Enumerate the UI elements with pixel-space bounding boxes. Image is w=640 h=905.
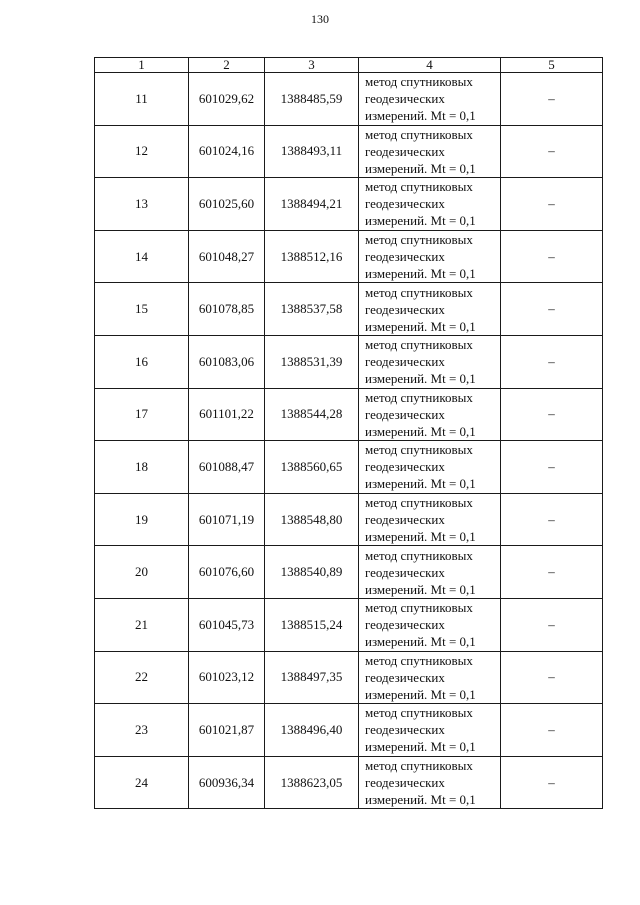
method-line: геодезических: [365, 406, 445, 422]
point-number-cell: 21: [95, 598, 189, 651]
point-number-cell: 20: [95, 546, 189, 599]
method-cell: [359, 598, 501, 651]
method-cell: [359, 441, 501, 494]
x-coordinate-cell: 601076,60: [189, 546, 265, 599]
table-row: [95, 230, 603, 283]
x-coordinate-cell: 601048,27: [189, 230, 265, 283]
header-row: [95, 58, 603, 73]
column-header-5: 5: [501, 58, 603, 73]
x-coordinate-cell: 601088,47: [189, 441, 265, 494]
method-line: геодезических: [365, 722, 445, 738]
method-line: геодезических: [365, 564, 445, 580]
x-coordinate-cell: 601083,06: [189, 335, 265, 388]
y-coordinate-cell: 1388494,21: [265, 178, 359, 231]
method-line: геодезических: [365, 301, 445, 317]
x-coordinate-cell: 601029,62: [189, 73, 265, 126]
y-coordinate-cell: 1388548,80: [265, 493, 359, 546]
note-cell: –: [501, 493, 603, 546]
column-header-2: 2: [189, 58, 265, 73]
point-number-cell: 11: [95, 73, 189, 126]
x-coordinate-cell: 601071,19: [189, 493, 265, 546]
point-number-cell: 15: [95, 283, 189, 336]
x-coordinate-cell: 601023,12: [189, 651, 265, 704]
table-body: [95, 73, 603, 809]
y-coordinate-cell: 1388531,39: [265, 335, 359, 388]
point-number-cell: 18: [95, 441, 189, 494]
column-header-4: 4: [359, 58, 501, 73]
note-cell: –: [501, 178, 603, 231]
note-cell: –: [501, 388, 603, 441]
table-row: [95, 178, 603, 231]
table-row: [95, 441, 603, 494]
method-line: измерений. Mt = 0,1: [365, 318, 476, 334]
x-coordinate-cell: 601045,73: [189, 598, 265, 651]
method-line: измерений. Mt = 0,1: [365, 581, 476, 597]
point-number-cell: 14: [95, 230, 189, 283]
x-coordinate-cell: 601025,60: [189, 178, 265, 231]
page-number: 130: [311, 12, 329, 26]
column-header-1: 1: [95, 58, 189, 73]
point-number-cell: 23: [95, 704, 189, 757]
method-cell: [359, 335, 501, 388]
method-line: измерений. Mt = 0,1: [365, 739, 476, 755]
method-line: метод спутниковых: [365, 179, 473, 195]
method-line: геодезических: [365, 512, 445, 528]
method-line: метод спутниковых: [365, 705, 473, 721]
method-line: измерений. Mt = 0,1: [365, 108, 476, 124]
method-line: измерений. Mt = 0,1: [365, 476, 476, 492]
method-line: метод спутниковых: [365, 758, 473, 774]
method-line: геодезических: [365, 459, 445, 475]
method-cell: [359, 546, 501, 599]
method-cell: [359, 283, 501, 336]
coordinates-table: [94, 57, 603, 809]
column-header-3: 3: [265, 58, 359, 73]
y-coordinate-cell: 1388496,40: [265, 704, 359, 757]
y-coordinate-cell: 1388512,16: [265, 230, 359, 283]
y-coordinate-cell: 1388485,59: [265, 73, 359, 126]
y-coordinate-cell: 1388623,05: [265, 756, 359, 809]
y-coordinate-cell: 1388537,58: [265, 283, 359, 336]
note-cell: –: [501, 651, 603, 704]
table-row: [95, 756, 603, 809]
x-coordinate-cell: 601078,85: [189, 283, 265, 336]
method-line: геодезических: [365, 91, 445, 107]
y-coordinate-cell: 1388560,65: [265, 441, 359, 494]
method-line: геодезических: [365, 249, 445, 265]
note-cell: –: [501, 756, 603, 809]
method-cell: [359, 178, 501, 231]
method-cell: [359, 73, 501, 126]
note-cell: –: [501, 230, 603, 283]
method-line: метод спутниковых: [365, 389, 473, 405]
table-row: [95, 388, 603, 441]
method-line: метод спутниковых: [365, 337, 473, 353]
note-cell: –: [501, 283, 603, 336]
x-coordinate-cell: 601024,16: [189, 125, 265, 178]
note-cell: –: [501, 704, 603, 757]
note-cell: –: [501, 441, 603, 494]
method-cell: [359, 756, 501, 809]
method-line: геодезических: [365, 354, 445, 370]
method-line: геодезических: [365, 669, 445, 685]
table-row: [95, 546, 603, 599]
point-number-cell: 12: [95, 125, 189, 178]
method-line: метод спутниковых: [365, 442, 473, 458]
method-line: измерений. Mt = 0,1: [365, 634, 476, 650]
method-line: измерений. Mt = 0,1: [365, 213, 476, 229]
note-cell: –: [501, 546, 603, 599]
method-line: геодезических: [365, 617, 445, 633]
point-number-cell: 17: [95, 388, 189, 441]
method-line: метод спутниковых: [365, 495, 473, 511]
method-line: измерений. Mt = 0,1: [365, 266, 476, 282]
note-cell: –: [501, 598, 603, 651]
method-line: метод спутниковых: [365, 652, 473, 668]
method-line: метод спутниковых: [365, 547, 473, 563]
y-coordinate-cell: 1388544,28: [265, 388, 359, 441]
method-line: метод спутниковых: [365, 126, 473, 142]
note-cell: –: [501, 73, 603, 126]
y-coordinate-cell: 1388497,35: [265, 651, 359, 704]
table-header: [95, 58, 603, 73]
method-cell: [359, 125, 501, 178]
table-row: [95, 335, 603, 388]
y-coordinate-cell: 1388493,11: [265, 125, 359, 178]
method-line: метод спутниковых: [365, 284, 473, 300]
y-coordinate-cell: 1388515,24: [265, 598, 359, 651]
point-number-cell: 24: [95, 756, 189, 809]
note-cell: –: [501, 335, 603, 388]
table-row: [95, 704, 603, 757]
method-cell: [359, 230, 501, 283]
table-row: [95, 73, 603, 126]
method-line: измерений. Mt = 0,1: [365, 371, 476, 387]
x-coordinate-cell: 601021,87: [189, 704, 265, 757]
point-number-cell: 22: [95, 651, 189, 704]
point-number-cell: 19: [95, 493, 189, 546]
method-line: метод спутниковых: [365, 74, 473, 90]
table-row: [95, 493, 603, 546]
method-line: геодезических: [365, 196, 445, 212]
method-cell: [359, 388, 501, 441]
method-line: измерений. Mt = 0,1: [365, 686, 476, 702]
method-line: измерений. Mt = 0,1: [365, 529, 476, 545]
table-row: [95, 651, 603, 704]
method-line: измерений. Mt = 0,1: [365, 423, 476, 439]
note-cell: –: [501, 125, 603, 178]
method-cell: [359, 651, 501, 704]
method-line: измерений. Mt = 0,1: [365, 160, 476, 176]
method-cell: [359, 493, 501, 546]
table-row: [95, 598, 603, 651]
method-line: измерений. Mt = 0,1: [365, 792, 476, 808]
table-row: [95, 283, 603, 336]
point-number-cell: 13: [95, 178, 189, 231]
method-cell: [359, 704, 501, 757]
x-coordinate-cell: 601101,22: [189, 388, 265, 441]
method-line: метод спутниковых: [365, 600, 473, 616]
x-coordinate-cell: 600936,34: [189, 756, 265, 809]
point-number-cell: 16: [95, 335, 189, 388]
method-line: геодезических: [365, 143, 445, 159]
method-line: метод спутниковых: [365, 232, 473, 248]
y-coordinate-cell: 1388540,89: [265, 546, 359, 599]
table-row: [95, 125, 603, 178]
method-line: геодезических: [365, 775, 445, 791]
